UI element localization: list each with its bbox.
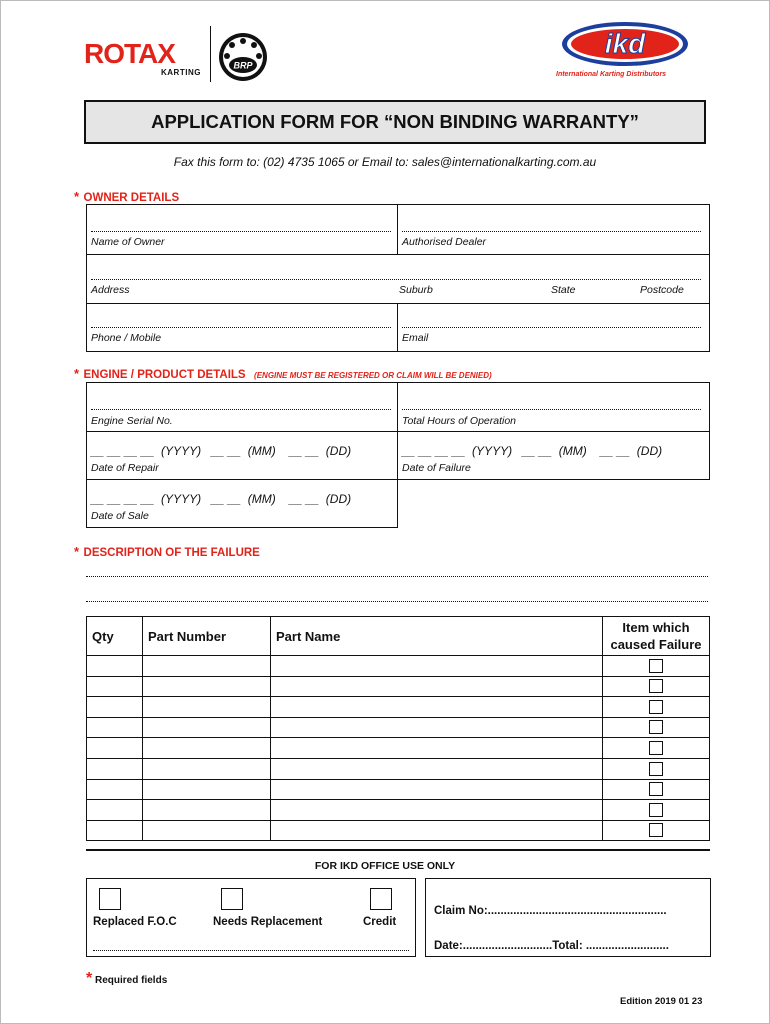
part-name-cell[interactable] <box>271 717 603 738</box>
caused-failure-checkbox[interactable] <box>649 803 663 817</box>
caused-failure-cell <box>603 717 710 738</box>
email-cell[interactable] <box>398 304 709 351</box>
failure-description-line-2[interactable] <box>86 601 708 602</box>
required-fields-note <box>86 970 167 988</box>
caused-failure-checkbox[interactable] <box>649 700 663 714</box>
total-hours-label: Total Hours of Operation <box>402 415 517 427</box>
caused-failure-checkbox[interactable] <box>649 782 663 796</box>
owner-heading: OWNER DETAILS <box>83 192 180 204</box>
office-notes-line[interactable] <box>93 950 409 951</box>
address-cell[interactable] <box>87 255 709 304</box>
state-label: State <box>551 284 576 296</box>
caused-failure-cell <box>603 800 710 821</box>
qty-cell[interactable] <box>87 676 143 697</box>
col-qty: Qty <box>87 617 143 656</box>
owner-name-cell[interactable] <box>87 205 398 255</box>
table-row <box>87 779 710 800</box>
table-row <box>87 656 710 677</box>
logo-divider <box>210 26 211 82</box>
caused-failure-checkbox[interactable] <box>649 679 663 693</box>
caused-failure-checkbox[interactable] <box>649 762 663 776</box>
col-part-number: Part Number <box>143 617 271 656</box>
qty-cell[interactable] <box>87 820 143 841</box>
edition-label: Edition 2019 01 23 <box>620 996 703 1007</box>
part-name-cell[interactable] <box>271 656 603 677</box>
part-number-cell[interactable] <box>143 717 271 738</box>
required-asterisk: * <box>86 970 93 987</box>
parts-table-header <box>87 617 710 656</box>
qty-cell[interactable] <box>87 779 143 800</box>
form-title: APPLICATION FORM FOR “NON BINDING WARRANTY” <box>151 111 639 132</box>
col-part-name: Part Name <box>271 617 603 656</box>
caused-failure-cell <box>603 697 710 718</box>
suburb-label: Suburb <box>399 284 433 296</box>
engine-note: (ENGINE MUST BE REGISTERED OR CLAIM WILL BE DENIED) <box>254 371 492 380</box>
needs-replacement-checkbox[interactable] <box>221 888 243 910</box>
caused-failure-checkbox[interactable] <box>649 659 663 673</box>
part-number-cell[interactable] <box>143 758 271 779</box>
ikd-logo-text: ikd <box>604 28 646 59</box>
table-row <box>87 820 710 841</box>
part-number-cell[interactable] <box>143 676 271 697</box>
qty-cell[interactable] <box>87 697 143 718</box>
table-row <box>87 800 710 821</box>
postcode-label: Postcode <box>640 284 684 296</box>
date-of-repair-label: Date of Repair <box>91 462 159 474</box>
part-name-cell[interactable] <box>271 800 603 821</box>
engine-serial-cell[interactable] <box>86 382 398 432</box>
engine-details-box <box>86 382 710 528</box>
address-label: Address <box>91 284 130 296</box>
required-asterisk: * <box>74 544 80 559</box>
date-of-sale-cell[interactable] <box>86 479 398 528</box>
total-hours-cell[interactable] <box>397 382 710 432</box>
brp-logo-text: BRP <box>233 60 253 71</box>
required-asterisk: * <box>74 366 80 381</box>
qty-cell[interactable] <box>87 656 143 677</box>
failure-description-line-1[interactable] <box>86 576 708 577</box>
failure-heading-row <box>74 543 260 561</box>
replaced-foc-checkbox[interactable] <box>99 888 121 910</box>
col-item-line1: Item which <box>622 620 690 635</box>
caused-failure-cell <box>603 820 710 841</box>
date-of-failure-cell[interactable] <box>397 431 710 480</box>
authorised-dealer-cell[interactable] <box>398 205 709 255</box>
table-row <box>87 758 710 779</box>
claim-no-field[interactable]: Claim No:........................................................ <box>434 905 667 917</box>
col-item-caused-failure <box>603 617 710 656</box>
failure-heading: DESCRIPTION OF THE FAILURE <box>83 547 260 559</box>
parts-table <box>86 616 710 841</box>
office-use-title: FOR IKD OFFICE USE ONLY <box>314 860 456 872</box>
part-name-cell[interactable] <box>271 738 603 759</box>
part-name-cell[interactable] <box>271 676 603 697</box>
owner-name-label: Name of Owner <box>91 236 165 248</box>
email-label: Email <box>402 332 429 344</box>
part-name-cell[interactable] <box>271 779 603 800</box>
fax-instructions: Fax this form to: (02) 4735 1065 or Email to: sales@internationalkarting.com.au <box>173 155 597 169</box>
part-number-cell[interactable] <box>143 697 271 718</box>
table-row <box>87 697 710 718</box>
owner-details-box <box>86 204 710 352</box>
brp-logo-icon <box>218 32 268 82</box>
caused-failure-cell <box>603 676 710 697</box>
table-row <box>87 738 710 759</box>
engine-serial-label: Engine Serial No. <box>91 415 173 427</box>
date-of-failure-label: Date of Failure <box>402 462 471 474</box>
col-item-line2: caused Failure <box>610 637 702 652</box>
part-number-cell[interactable] <box>143 820 271 841</box>
replaced-foc-label: Replaced F.O.C <box>93 916 177 928</box>
engine-heading-row <box>74 365 492 383</box>
repair-date-template: __ __ __ __ (YYYY) __ __ (MM) __ __ (DD) <box>91 444 352 458</box>
rotax-sub-logo: KARTING <box>161 68 201 77</box>
credit-checkbox[interactable] <box>370 888 392 910</box>
qty-cell[interactable] <box>87 800 143 821</box>
authorised-dealer-label: Authorised Dealer <box>402 236 487 248</box>
part-number-cell[interactable] <box>143 800 271 821</box>
caused-failure-cell <box>603 779 710 800</box>
qty-cell[interactable] <box>87 738 143 759</box>
phone-cell[interactable] <box>87 304 398 351</box>
date-of-repair-cell[interactable] <box>86 431 398 480</box>
part-number-cell[interactable] <box>143 779 271 800</box>
caused-failure-checkbox[interactable] <box>649 720 663 734</box>
ikd-logo-icon <box>560 18 690 70</box>
qty-cell[interactable] <box>87 717 143 738</box>
caused-failure-checkbox[interactable] <box>649 741 663 755</box>
date-of-sale-label: Date of Sale <box>91 510 149 522</box>
part-name-cell[interactable] <box>271 820 603 841</box>
date-total-field[interactable]: Date:............................Total: .......................... <box>434 940 669 952</box>
qty-cell[interactable] <box>87 758 143 779</box>
claim-box <box>425 878 711 957</box>
part-name-cell[interactable] <box>271 697 603 718</box>
sale-date-template: __ __ __ __ (YYYY) __ __ (MM) __ __ (DD) <box>91 492 352 506</box>
caused-failure-checkbox[interactable] <box>649 823 663 837</box>
needs-replacement-label: Needs Replacement <box>213 916 323 928</box>
required-fields-label: Required fields <box>95 975 168 986</box>
form-title-box <box>84 100 706 144</box>
office-options-box <box>86 878 416 957</box>
ikd-tagline: International Karting Distributors <box>556 71 667 78</box>
part-number-cell[interactable] <box>143 656 271 677</box>
rotax-logo: ROTAX <box>84 38 175 69</box>
caused-failure-cell <box>603 738 710 759</box>
phone-label: Phone / Mobile <box>91 332 162 344</box>
failure-date-template: __ __ __ __ (YYYY) __ __ (MM) __ __ (DD) <box>402 444 663 458</box>
caused-failure-cell <box>603 758 710 779</box>
part-number-cell[interactable] <box>143 738 271 759</box>
office-divider <box>86 849 710 851</box>
required-asterisk: * <box>74 189 80 204</box>
caused-failure-cell <box>603 656 710 677</box>
credit-label: Credit <box>363 916 397 928</box>
table-row <box>87 676 710 697</box>
table-row <box>87 717 710 738</box>
engine-heading: ENGINE / PRODUCT DETAILS <box>83 369 246 381</box>
part-name-cell[interactable] <box>271 758 603 779</box>
